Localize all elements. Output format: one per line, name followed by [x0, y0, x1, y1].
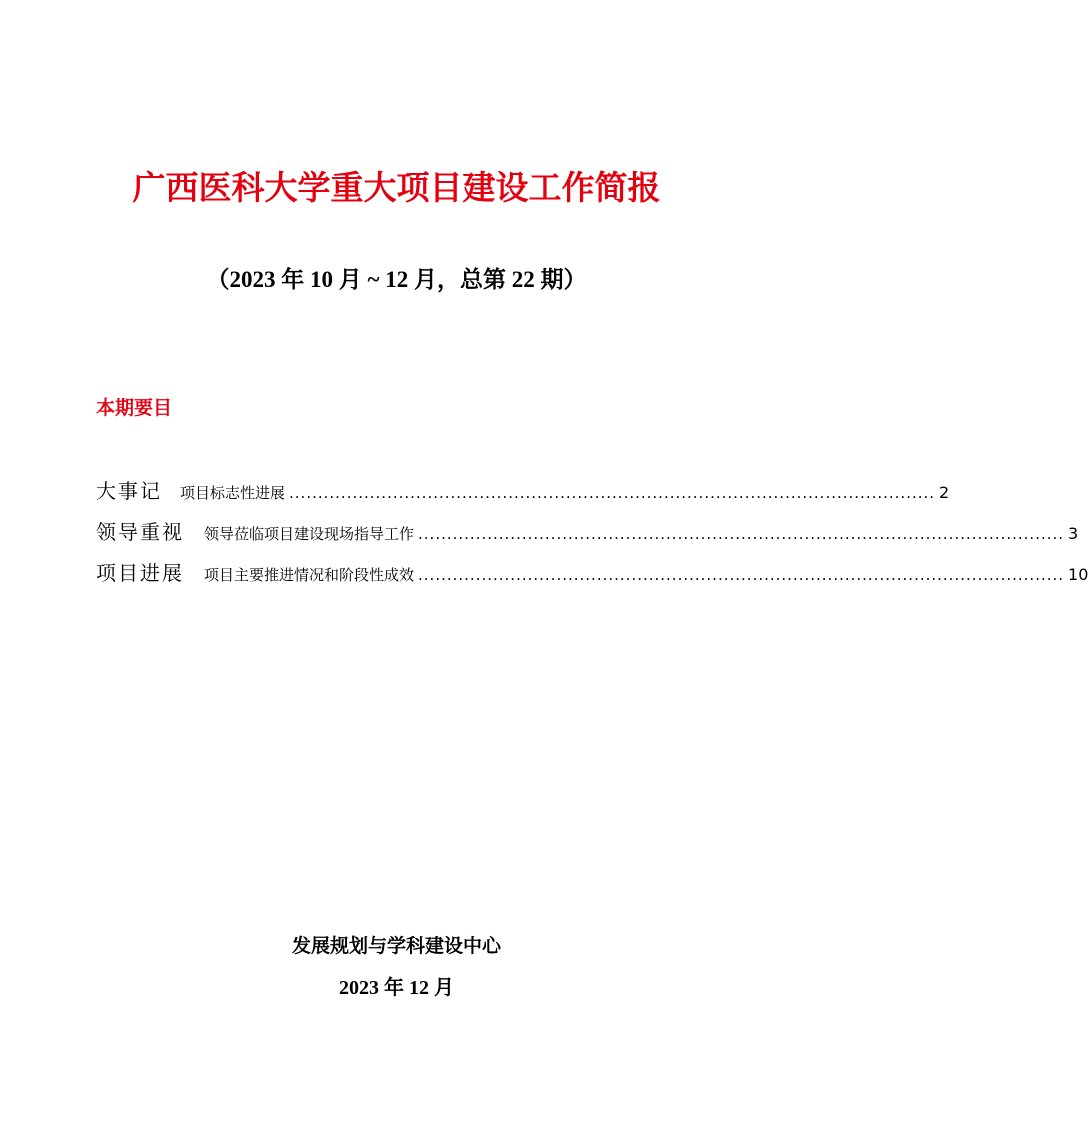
table-of-contents [96, 475, 1088, 598]
toc-page-number: 10 [1068, 565, 1088, 584]
toc-title: 项目标志性进展 [180, 484, 286, 502]
toc-title: 领导莅临项目建设现场指导工作 [204, 525, 415, 543]
document-title: 广西医科大学重大项目建设工作简报 [132, 168, 661, 207]
toc-category: 项目进展 [96, 561, 184, 585]
toc-title: 项目主要推进情况和阶段性成效 [204, 566, 415, 584]
toc-leader-dots: ................................................................................................................ [418, 566, 1065, 584]
toc-leader-dots: ................................................................................................................ [289, 484, 936, 502]
issue-date: 2023 年 12 月 [339, 977, 454, 999]
toc-entry[interactable] [96, 557, 1088, 598]
toc-page-number: 2 [939, 483, 950, 502]
toc-leader-dots: ................................................................................................................ [418, 525, 1065, 543]
toc-category: 领导重视 [96, 520, 184, 544]
toc-entry[interactable] [96, 475, 950, 516]
toc-entry[interactable] [96, 516, 1079, 557]
issuing-organization: 发展规划与学科建设中心 [291, 935, 501, 957]
issue-subtitle: （2023 年 10 月 ~ 12 月，总第 22 期） [206, 267, 587, 292]
toc-page-number: 3 [1068, 524, 1079, 543]
toc-category: 大事记 [96, 479, 162, 503]
contents-heading: 本期要目 [96, 397, 173, 419]
